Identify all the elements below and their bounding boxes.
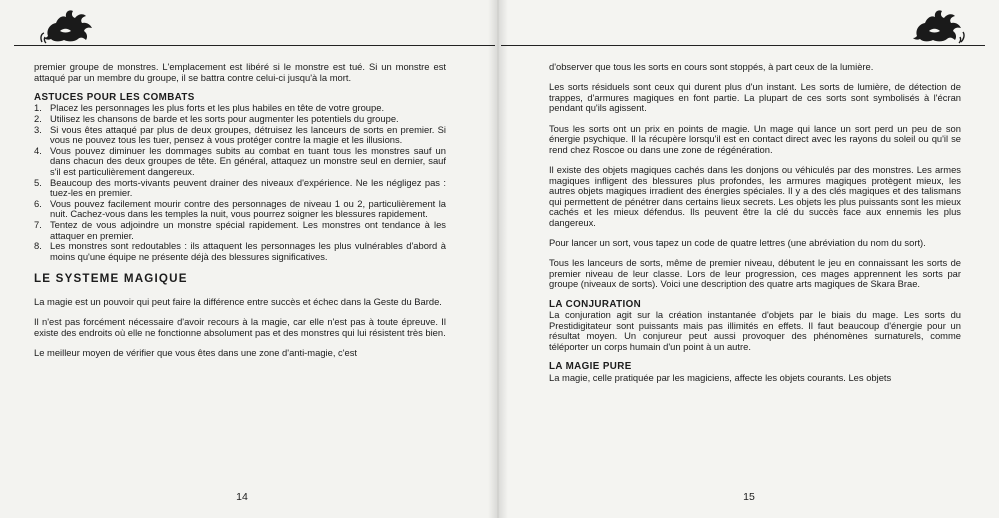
paragraph: Le meilleur moyen de vérifier que vous êtes dans une zone d'anti-magie, c'est: [34, 346, 358, 358]
paragraph: Tous les sorts ont un prix en points de magie. Un mage qui lance un sort perd un peu de son énergie psychique. Il la récupère lorsqu'il est en contact direct avec les rayons du soleil ou qu'il se rend chez Roscoe ou dans une zone de régénération.: [549, 122, 961, 155]
systeme-magique-heading: LE SYSTEME MAGIQUE: [34, 272, 188, 286]
right-column: [549, 62, 961, 383]
list-item: [34, 146, 446, 178]
paragraph: Il n'est pas forcément nécessaire d'avoir recours à la magie, car elle n'est pas à toute épreuve. Il existe des endroits où elle ne fonctionne absolument pas et des monstres qui lui résistent très bien.: [34, 316, 446, 338]
dragon-icon: [907, 6, 969, 46]
astuces-heading: ASTUCES POUR LES COMBATS: [34, 91, 195, 103]
magie-pure-heading: LA MAGIE PURE: [549, 361, 632, 373]
page-right: [497, 0, 999, 518]
list-number: 7.: [34, 218, 42, 230]
paragraph: La magie est un pouvoir qui peut faire la différence entre succès et échec dans la Geste du Barde.: [34, 295, 442, 307]
header-rule: [501, 45, 985, 46]
list-number: 3.: [34, 123, 42, 135]
list-text: Vous pouvez diminuer les dommages subits au combat en tuant tous les monstres sauf un dans chacun des deux groupes de tête. En général, attaquez un monstre seul en dernier, sauf s'il est particulièrement dangereux.: [50, 144, 446, 177]
conjuration-heading: LA CONJURATION: [549, 298, 642, 310]
list-text: Tentez de vous adjoindre un monstre spécial rapidement. Les monstres ont tendance à les attaquer en premier.: [50, 218, 446, 241]
tips-list: [34, 103, 446, 262]
list-item: [34, 178, 446, 199]
left-column: [34, 62, 446, 358]
list-item: [34, 220, 446, 241]
list-number: 2.: [34, 112, 42, 124]
list-number: 8.: [34, 240, 42, 252]
paragraph: d'observer que tous les sorts en cours sont stoppés, à part ceux de la lumière.: [549, 61, 874, 72]
book-gutter: [488, 0, 508, 518]
list-item: [34, 125, 446, 146]
list-text: Beaucoup des morts-vivants peuvent drainer des niveaux d'expérience. Ne les négligez pas : tuez-les en premier.: [50, 176, 446, 199]
dragon-icon: [38, 6, 100, 46]
header-rule: [14, 45, 495, 46]
list-item: [34, 241, 446, 262]
list-text: Vous pouvez facilement mourir contre des personnages de niveau 1 ou 2, particulièrement la nuit. Cachez-vous dans les temples la nuit, vous pourrez soigner les blessures rapidement.: [50, 197, 446, 220]
intro-paragraph: premier groupe de monstres. L'emplacement est libéré si le monstre est tué. Si un monstre est attaqué par un membre du groupe, il se battra contre celui-ci jusqu'à la mort.: [34, 61, 446, 83]
paragraph: Il existe des objets magiques cachés dans les donjons ou véhiculés par des monstres. Les armes magiques infligent des blessures plus profondes, les armures magiques protègent mieux, les autres objets magiques irradient des énergies spéciales. Il y a des clés magiques et des talismans qui permettent de pénétrer dans certains lieux secrets. Les objets les plus puissants sont les mieux cachés et les mieux défendus. Ils peuvent être la clé du succès face aux ennemis les plus dangereux.: [549, 163, 961, 228]
paragraph: Pour lancer un sort, vous tapez un code de quatre lettres (une abréviation du nom du sort).: [549, 237, 926, 249]
paragraph: La conjuration agit sur la création instantanée d'objets par le biais du mage. Les sorts du Prestidigitateur sont puissants mais pas illimités en effets. Il faut beaucoup d'énergie pour un résultat moyen. Un conjureur peut aussi provoquer des phénomènes surnaturels, comme téléporter un corps humain d'un point à un autre.: [549, 309, 961, 353]
list-item: [34, 114, 446, 125]
list-text: Placez les personnages les plus forts et les plus habiles en tête de votre groupe.: [50, 102, 385, 114]
list-text: Si vous êtes attaqué par plus de deux groupes, détruisez les lanceurs de sorts en premier. Si vous ne pouvez tous les tuer, pensez à vous protéger contre la magie et les illusions.: [50, 123, 446, 146]
page-number: 14: [236, 491, 248, 503]
list-number: 1.: [34, 102, 42, 114]
paragraph: Tous les lanceurs de sorts, même de premier niveau, débutent le jeu en connaissant les sorts de premier niveau de leur classe. Lors de leur progression, ces mages apprennent les sorts par groupe (niveaux de sorts). Voici une description des quatre arts magiques de Skara Brae.: [549, 257, 961, 290]
list-text: Les monstres sont redoutables : ils attaquent les personnages les plus vulnérables d'abord à moins qu'une équipe ne présente déjà des blessures significatives.: [50, 240, 446, 262]
list-number: 4.: [34, 144, 42, 156]
page-left: [0, 0, 497, 518]
paragraph: La magie, celle pratiquée par les magiciens, affecte les objets courants. Les objets: [549, 371, 892, 383]
list-text: Utilisez les chansons de barde et les sorts pour augmenter les potentiels du groupe.: [50, 112, 399, 124]
paragraph: Les sorts résiduels sont ceux qui durent plus d'un instant. Les sorts de lumière, de détection de trappes, d'armures magiques en font partie. La plupart de ces sorts sont symbolisés à l'écran pendant qu'ils agissent.: [549, 81, 961, 114]
list-number: 6.: [34, 197, 42, 209]
list-item: [34, 199, 446, 220]
page-number: 15: [743, 491, 755, 503]
list-number: 5.: [34, 176, 42, 188]
